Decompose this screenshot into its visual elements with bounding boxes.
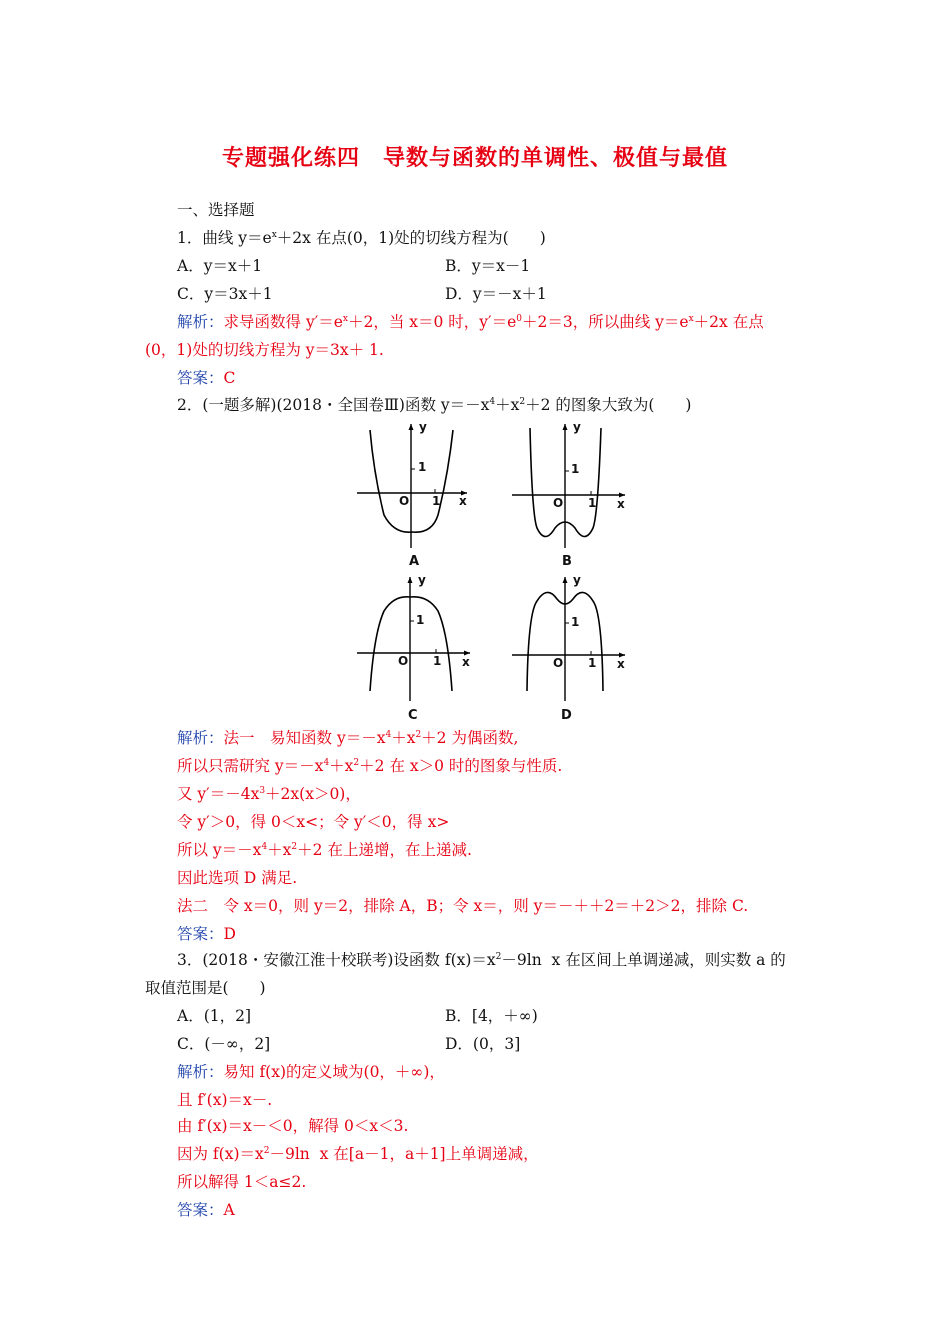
graph-d-tick-y: 1: [571, 615, 580, 629]
graph-b-y-label: y: [573, 420, 581, 434]
graph-b-caption: B: [562, 554, 572, 569]
graph-d-y-label: y: [573, 573, 581, 587]
q2-analysis-line-3: 又 $y'=-4x^3+2x(x>0)$，: [177, 785, 361, 803]
q1-option-c: C．y＝3x＋1: [177, 285, 273, 303]
graph-d-x-label: x: [617, 657, 625, 671]
graph-d-caption: D: [561, 708, 572, 723]
q3-analysis-line-4: 因为 $f(x)=x^2-9\ln$ x 在[a－1，a＋1]上单调递减，: [177, 1145, 539, 1163]
q3-stem-line-2: 取值范围是( ): [145, 979, 266, 997]
q3-analysis-line-2: 且 f′(x)＝x－.: [177, 1091, 273, 1109]
page-title: 专题强化练四 导数与函数的单调性、极值与最值: [221, 145, 728, 171]
q3-option-d: D．(0，3]: [445, 1035, 521, 1053]
q3-analysis-line-5: 所以解得 1＜a≤2.: [177, 1173, 307, 1191]
q1-option-b: B．y＝x－1: [445, 257, 531, 275]
graph-a-x-label: x: [459, 494, 467, 508]
graph-c-tick-x: 1: [433, 654, 442, 668]
graph-c: [352, 573, 477, 703]
q2-analysis-line-5: 所以 $y=-x^4+x^2+2$ 在上递增，在上递减.: [177, 841, 472, 859]
q2-analysis-line-4: 令 y′＞0，得 0＜x<；令 y′＜0，得 x>: [177, 813, 450, 831]
q3-analysis-line-3: 由 f′(x)＝x－＜0，解得 0＜x＜3.: [177, 1117, 409, 1135]
q2-analysis-line-6: 因此选项 D 满足.: [177, 869, 298, 887]
graph-b-x-label: x: [617, 497, 625, 511]
q2-answer: 答案：D: [177, 925, 236, 943]
q1-analysis-line-1: 解析：求导函数得 $y'=e^x+2$，当 x＝0 时，$y'=e^0+2=3$，所以曲线 $y=e^x+2x$ 在点: [177, 313, 764, 331]
graph-d-origin: O: [553, 656, 564, 670]
graph-c-x-label: x: [462, 655, 470, 669]
q2-stem: 2．(一题多解)(2018・全国卷Ⅲ)函数 $y=-x^4+x^2+2$ 的图象大致为( ): [177, 396, 692, 414]
q3-answer: 答案：A: [177, 1201, 235, 1219]
q3-option-b: B．[4，＋∞): [445, 1007, 538, 1025]
q1-stem: 1．曲线 $y=e^x+2x$ 在点(0，1)处的切线方程为( ): [177, 229, 546, 247]
q2-analysis-line-2: 所以只需研究 $y=-x^4+x^2+2$ 在 x＞0 时的图象与性质.: [177, 757, 563, 775]
graph-d: [507, 573, 632, 703]
q2-analysis-line-7: 法二 令 x＝0，则 y＝2，排除 A，B；令 x＝，则 y＝－＋＋2＝＋2＞2，排除 C.: [177, 897, 749, 915]
graph-b-tick-y: 1: [571, 462, 580, 476]
graph-a-caption: A: [409, 554, 420, 569]
graph-a-tick-y: 1: [418, 460, 427, 474]
q3-option-a: A．(1，2]: [177, 1007, 252, 1025]
q1-answer: 答案：C: [177, 369, 236, 387]
graph-c-y-label: y: [418, 573, 426, 587]
graph-c-tick-y: 1: [416, 613, 425, 627]
graph-a-y-label: y: [419, 420, 427, 434]
q1-option-d: D．y＝－x＋1: [445, 285, 547, 303]
graph-a: [352, 420, 472, 550]
q2-analysis-line-1: 解析：法一 易知函数 $y=-x^4+x^2+2$ 为偶函数,: [177, 729, 519, 747]
graph-b-tick-x: 1: [588, 496, 597, 510]
graph-a-tick-x: 1: [432, 494, 441, 508]
graph-c-caption: C: [408, 708, 418, 723]
q3-analysis-line-1: 解析：易知 f(x)的定义域为(0，＋∞)，: [177, 1063, 445, 1081]
q1-option-a: A．y＝x＋1: [177, 257, 263, 275]
graph-c-origin: O: [398, 654, 409, 668]
q3-option-c: C．(－∞，2]: [177, 1035, 271, 1053]
q3-stem-line-1: 3．(2018・安徽江淮十校联考)设函数 $f(x)=x^2-9\ln$ x 在区间上单调递减，则实数 a 的: [177, 951, 786, 969]
graph-a-origin: O: [399, 494, 410, 508]
section-heading: 一、选择题: [177, 201, 255, 219]
q1-analysis-line-2: (0，1)处的切线方程为 y＝3x＋ 1.: [145, 341, 384, 359]
graph-b: [507, 420, 632, 550]
graph-b-origin: O: [553, 496, 564, 510]
graph-d-tick-x: 1: [588, 656, 597, 670]
